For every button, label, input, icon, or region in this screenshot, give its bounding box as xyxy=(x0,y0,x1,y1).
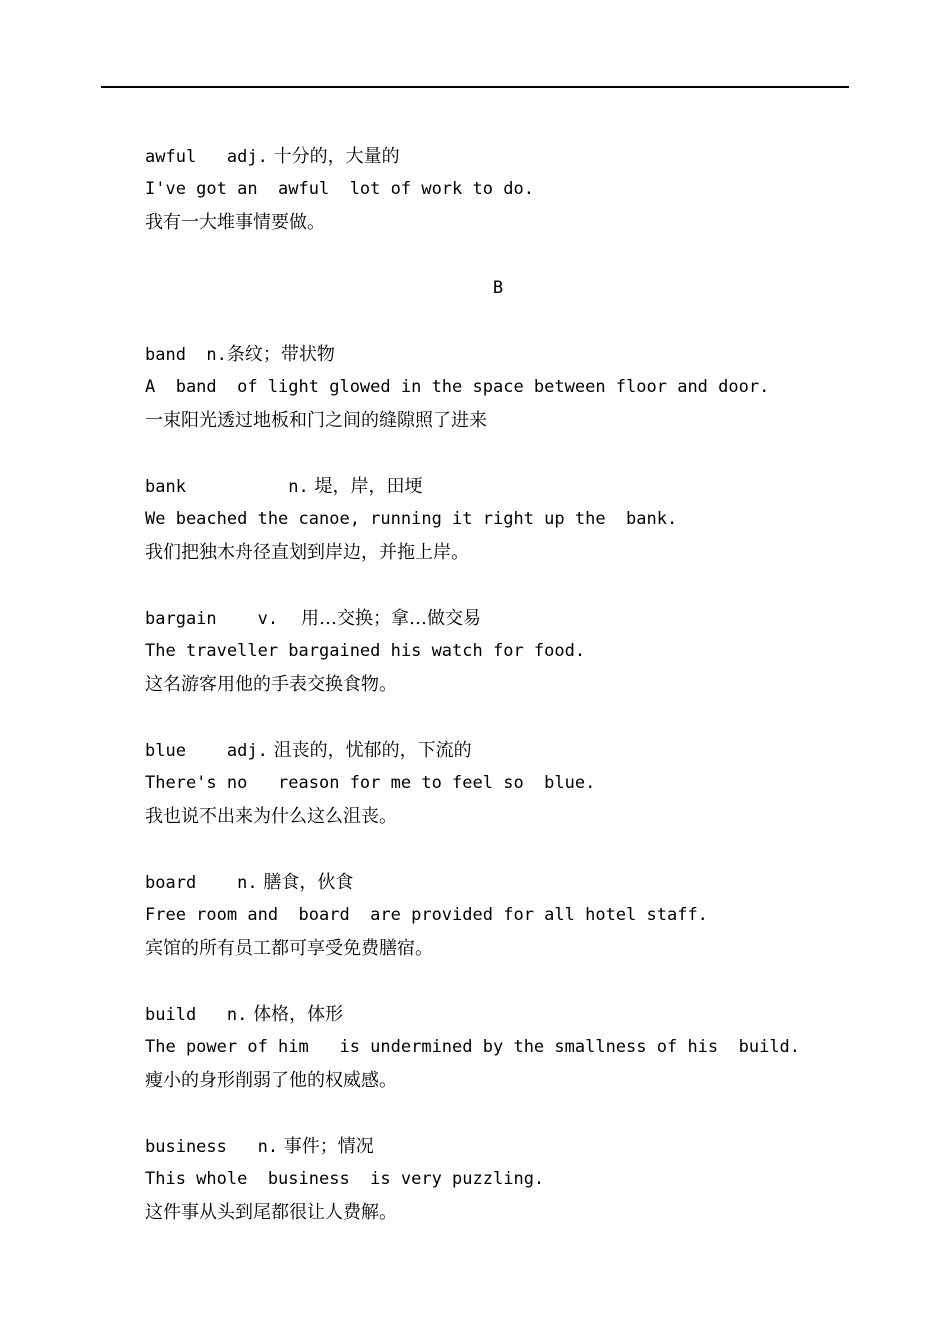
headword: band xyxy=(145,345,186,365)
spacer xyxy=(145,701,825,734)
part-of-speech: adj. xyxy=(185,741,268,761)
example-translation: 一束阳光透过地板和门之间的缝隙照了进来 xyxy=(145,410,487,431)
headword: build xyxy=(145,1005,197,1025)
part-of-speech: n. xyxy=(185,345,227,365)
example-sentence: Free room and board are provided for all hotel staff. xyxy=(145,905,708,925)
example-sentence: We beached the canoe, running it right up the bank. xyxy=(145,509,678,529)
meaning: 条纹；带状物 xyxy=(226,344,335,365)
headword: board xyxy=(145,873,197,893)
meaning: 堤，岸，田埂 xyxy=(308,476,423,497)
example-translation: 我也说不出来为什么这么沮丧。 xyxy=(145,806,397,827)
part-of-speech: n. xyxy=(196,1005,248,1025)
vocab-entry-blue xyxy=(145,734,825,833)
example-translation: 瘦小的身形削弱了他的权威感。 xyxy=(145,1070,397,1091)
headword: business xyxy=(145,1137,227,1157)
example-sentence: The traveller bargained his watch for food. xyxy=(145,641,586,661)
vocab-entry-bank xyxy=(145,470,825,569)
entry-head xyxy=(145,338,825,371)
headword: awful xyxy=(145,147,197,167)
vocab-entry-awful xyxy=(145,140,825,239)
entry-head xyxy=(145,140,825,173)
vocabulary-list xyxy=(145,140,825,1229)
spacer xyxy=(145,965,825,998)
meaning: 十分的，大量的 xyxy=(267,146,400,167)
spacer xyxy=(145,833,825,866)
section-letter-b: B xyxy=(492,278,504,298)
header-rule xyxy=(101,86,849,88)
example-translation: 宾馆的所有员工都可享受免费膳宿。 xyxy=(145,938,433,959)
entry-head xyxy=(145,470,825,503)
example-sentence: This whole business is very puzzling. xyxy=(145,1169,545,1189)
part-of-speech: v. xyxy=(216,609,279,629)
entry-head xyxy=(145,866,825,899)
meaning: 膳食，伙食 xyxy=(257,872,354,893)
entry-head xyxy=(145,602,825,635)
meaning: 沮丧的，忧郁的，下流的 xyxy=(267,740,472,761)
meaning: 事件；情况 xyxy=(278,1136,374,1157)
spacer xyxy=(145,239,825,272)
meaning: 用…交换；拿…做交易 xyxy=(278,608,481,629)
headword: bank xyxy=(145,477,186,497)
headword: bargain xyxy=(145,609,217,629)
vocab-entry-build xyxy=(145,998,825,1097)
entry-head xyxy=(145,734,825,767)
vocab-entry-bargain xyxy=(145,602,825,701)
spacer xyxy=(145,437,825,470)
example-translation: 我们把独木舟径直划到岸边，并拖上岸。 xyxy=(145,542,469,563)
entry-head xyxy=(145,998,825,1031)
example-sentence: There's no reason for me to feel so blue. xyxy=(145,773,596,793)
part-of-speech: n. xyxy=(196,873,258,893)
vocab-entry-business xyxy=(145,1130,825,1229)
part-of-speech: n. xyxy=(226,1137,279,1157)
example-sentence: I've got an awful lot of work to do. xyxy=(145,179,534,199)
vocab-entry-board xyxy=(145,866,825,965)
vocab-entry-band xyxy=(145,338,825,437)
example-translation: 我有一大堆事情要做。 xyxy=(145,212,325,233)
entry-head xyxy=(145,1130,825,1163)
spacer xyxy=(145,1097,825,1130)
example-sentence: The power of him is undermined by the smallness of his build. xyxy=(145,1037,801,1057)
spacer xyxy=(145,305,825,338)
part-of-speech: adj. xyxy=(196,147,268,167)
example-translation: 这件事从头到尾都很让人费解。 xyxy=(145,1202,397,1223)
part-of-speech: n. xyxy=(185,477,309,497)
example-sentence: A band of light glowed in the space between floor and door. xyxy=(145,377,770,397)
meaning: 体格，体形 xyxy=(247,1004,344,1025)
spacer xyxy=(145,569,825,602)
headword: blue xyxy=(145,741,186,761)
example-translation: 这名游客用他的手表交换食物。 xyxy=(145,674,397,695)
